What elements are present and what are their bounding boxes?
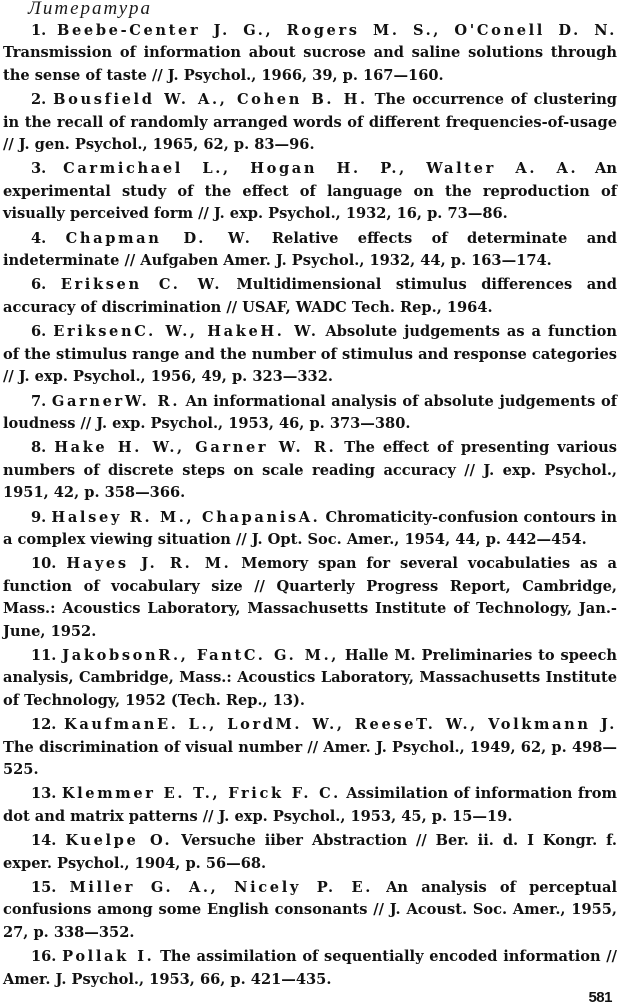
reference-entry (3, 20, 617, 87)
reference-number: 2. (31, 91, 47, 109)
reference-entry (3, 274, 617, 319)
reference-authors: Kuelpe O. (65, 832, 173, 850)
reference-authors: Halsey R. M., ChapanisA. (51, 508, 321, 526)
reference-entry (3, 321, 617, 388)
reference-text: Absolute judgements as a function of the stimulus range and the number of stimulus and response categories // J. exp. Psychol., 1956, 49, p. 323—332. (3, 323, 617, 386)
section-heading: Литература (28, 0, 152, 19)
reference-authors: Hake H. W., Garner W. R. (54, 439, 337, 457)
reference-number: 15. (31, 879, 57, 897)
reference-entry (3, 507, 617, 552)
reference-text: Relative effects of determinate and indeterminate // Aufgaben Amer. J. Psychol., 1932, 44, p. 163—174. (3, 229, 617, 270)
reference-entry (3, 830, 617, 875)
reference-entry (3, 228, 617, 273)
reference-number: 1. (31, 22, 47, 39)
reference-number: 16. (31, 948, 57, 966)
reference-number: 14. (31, 832, 57, 850)
reference-authors: Chapman D. W. (65, 229, 253, 247)
reference-authors: Carmichael L., Hogan H. P., Walter A. A. (63, 160, 579, 178)
reference-authors: Bousfield W. A., Cohen B. H. (53, 91, 368, 109)
reference-number: 9. (31, 508, 47, 526)
reference-text: Halle M. Preliminaries to speech analysis, Cambridge, Mass.: Acoustics Laboratory, Massachusetts Institute of Technology, 1952 (Tech. Rep., 13). (3, 646, 617, 709)
reference-number: 10. (31, 555, 57, 573)
reference-text: Chromaticity-confusion contours in a complex viewing situation // J. Opt. Soc. Amer., 1954, 44, p. 442—454. (3, 508, 617, 548)
reference-authors: Miller G. A., Nicely P. E. (69, 879, 373, 897)
reference-authors: JakobsonR., FantC. G. M., (62, 646, 339, 664)
reference-entry (3, 391, 617, 436)
reference-number: 6. (31, 323, 47, 341)
reference-number: 8. (31, 439, 47, 457)
reference-entry (3, 714, 617, 781)
reference-entry (3, 946, 617, 991)
reference-number: 12. (31, 716, 57, 734)
reference-authors: Beebe-Center J. G., Rogers M. S., O'Conell D. N. (57, 22, 617, 39)
reference-text: The effect of presenting various numbers of discrete steps on scale reading accuracy // J. exp. Psychol., 1951, 42, p. 358—366. (3, 439, 617, 502)
reference-authors: Hayes J. R. M. (66, 555, 232, 573)
reference-number: 13. (31, 785, 57, 803)
reference-text: The assimilation of sequentially encoded information // Amer. J. Psychol., 1953, 66, p. 421—435. (3, 948, 617, 988)
page-number: 581 (588, 989, 612, 1006)
reference-text: Multidimensional stimulus differences and accuracy of discrimination // USAF, WADC Tech. Rep., 1964. (3, 276, 617, 316)
reference-text: The occurrence of clustering in the recall of randomly arranged words of different frequencies-of-usage // J. gen. Psychol., 1965, 62, p. 83—96. (3, 91, 618, 154)
reference-authors: Eriksen C. W. (60, 276, 223, 294)
reference-text: An informational analysis of absolute judgements of loudness // J. exp. Psychol., 1953, 46, p. 373—380. (3, 392, 617, 432)
reference-entry (3, 158, 617, 225)
reference-text: Assimilation of information from dot and matrix patterns // J. exp. Psychol., 1953, 45, p. 15—19. (3, 785, 617, 825)
reference-authors: Pollak I. (62, 948, 155, 966)
reference-list (3, 20, 617, 993)
reference-entry (3, 89, 617, 156)
reference-text: Transmission of information about sucrose and saline solutions through the sense of taste // J. Psychol., 1966, 39, p. 167—160. (3, 44, 617, 84)
reference-authors: GarnerW. R. (51, 392, 181, 410)
reference-authors: EriksenC. W., HakeH. W. (53, 323, 319, 341)
reference-entry (3, 645, 617, 712)
reference-number: 7. (31, 392, 47, 410)
reference-number: 11. (31, 646, 57, 664)
reference-authors: Klemmer E. T., Frick F. C. (61, 785, 341, 803)
reference-number: 4. (31, 229, 47, 247)
reference-text: An analysis of perceptual confusions among some English consonants // J. Acoust. Soc. Amer., 1955, 27, p. 338—352. (3, 879, 617, 941)
reference-authors: KaufmanE. L., LordM. W., ReeseT. W., Volkmann J. (64, 716, 617, 734)
reference-entry (3, 553, 617, 643)
reference-entry (3, 877, 617, 944)
reference-text: Memory span for several vocabulaties as a function of vocabulary size // Quarterly Progress Report, Cambridge, Mass.: Acoustics Laboratory, Massachusetts Institute of Technology, Jan.-June, 1952. (3, 555, 617, 640)
reference-entry (3, 437, 617, 504)
reference-number: 6. (31, 276, 47, 294)
reference-entry (3, 783, 617, 828)
reference-number: 3. (31, 160, 47, 178)
reference-text: An experimental study of the effect of language on the reproduction of visually perceived form // J. exp. Psychol., 1932, 16, p. 73—86. (3, 160, 617, 223)
reference-text: The discrimination of visual number // Amer. J. Psychol., 1949, 62, p. 498—525. (3, 738, 617, 778)
reference-text: Versuche iiber Abstraction // Ber. ii. d. I Kongr. f. exper. Psychol., 1904, p. 56—68. (3, 832, 617, 872)
